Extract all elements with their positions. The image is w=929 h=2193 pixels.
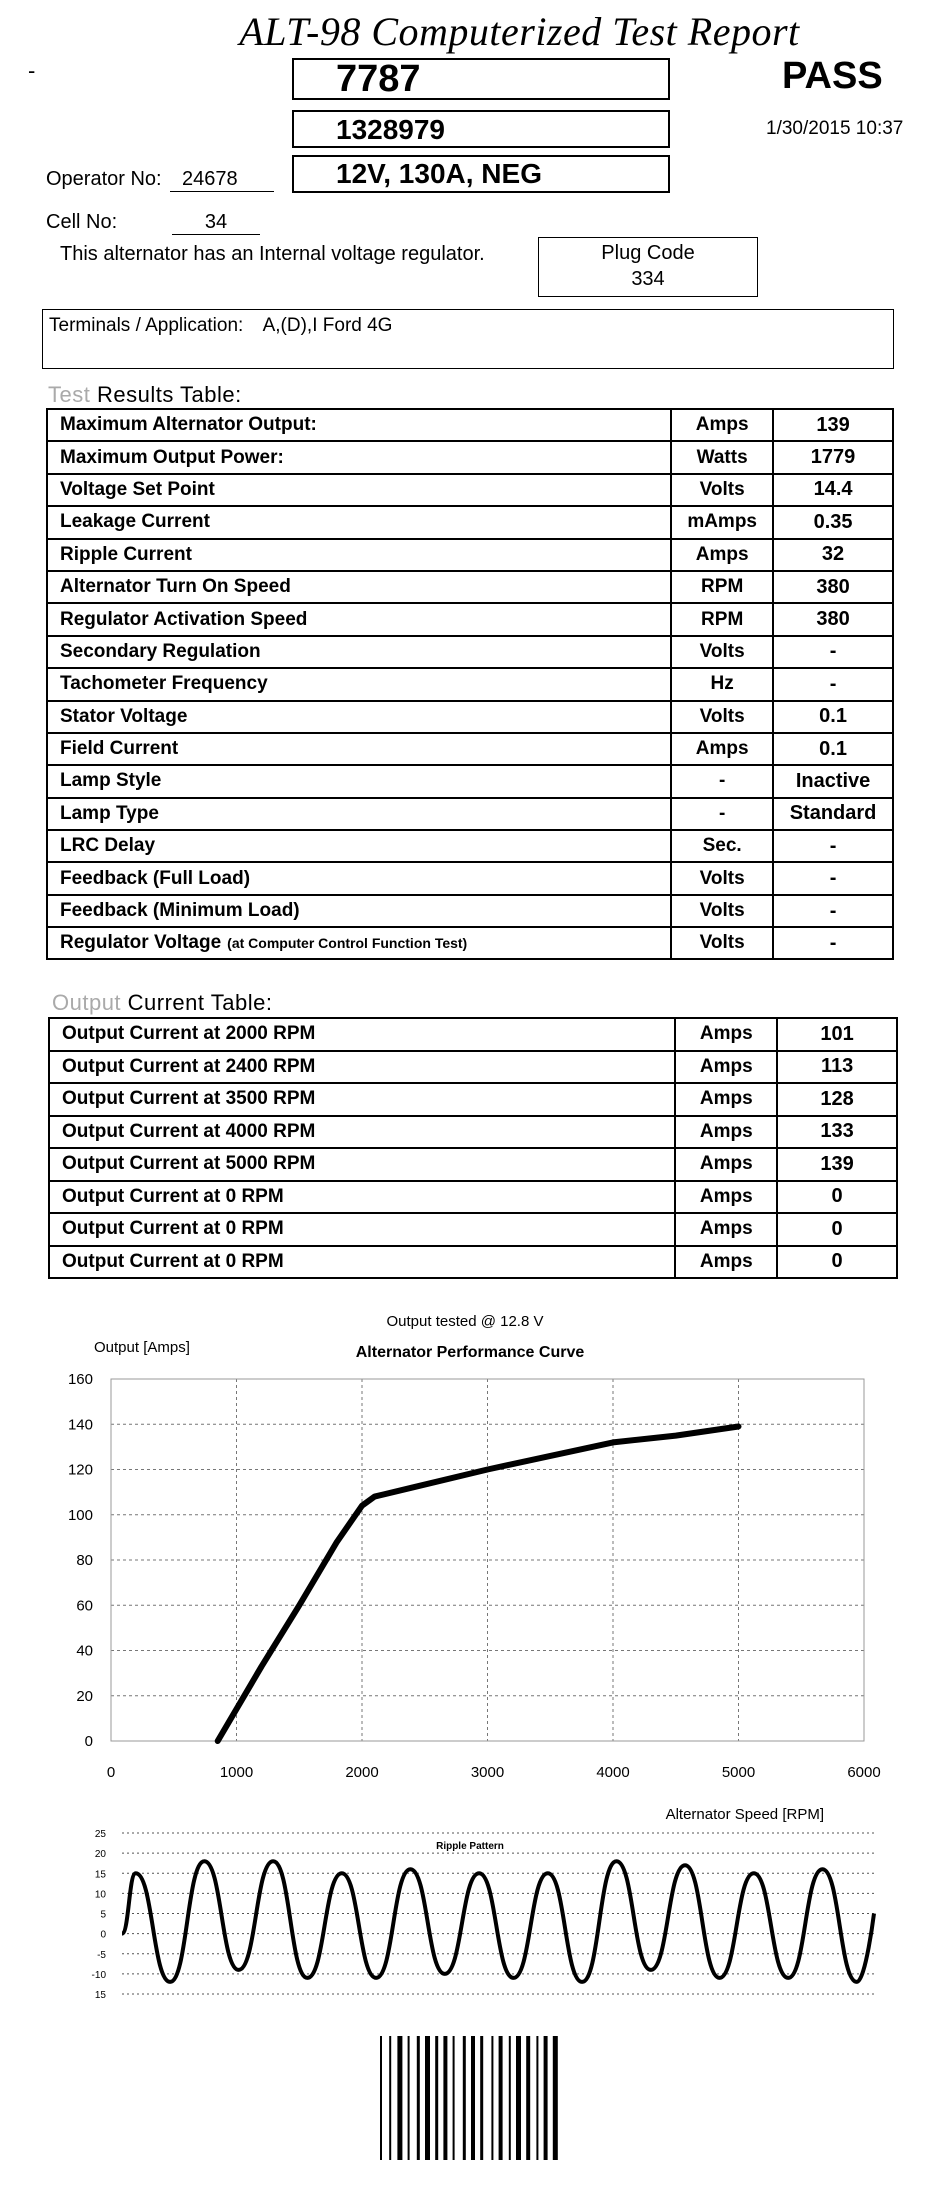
barcode-bar bbox=[397, 2036, 402, 2160]
result-label: Maximum Alternator Output: bbox=[47, 409, 671, 441]
result-row bbox=[47, 927, 893, 959]
result-row bbox=[47, 441, 893, 473]
output-row bbox=[49, 1018, 897, 1051]
result-label: Voltage Set Point bbox=[47, 474, 671, 506]
output-unit: Amps bbox=[675, 1051, 777, 1084]
dash-mark: - bbox=[28, 58, 36, 83]
result-row bbox=[47, 701, 893, 733]
result-unit: Amps bbox=[671, 409, 773, 441]
output-value: 0 bbox=[777, 1181, 897, 1214]
output-unit: Amps bbox=[675, 1213, 777, 1246]
plug-code-label: Plug Code bbox=[601, 242, 695, 264]
x-tick-label: 2000 bbox=[345, 1764, 379, 1781]
ripple-wave-line bbox=[122, 1861, 874, 1982]
output-table-title: Output Current Table: bbox=[52, 990, 273, 1015]
results-table bbox=[46, 408, 894, 960]
chart-subtitle: Output tested @ 12.8 V bbox=[386, 1313, 544, 1330]
ripple-y-tick-label: 0 bbox=[100, 1929, 106, 1941]
result-label: Lamp Type bbox=[47, 798, 671, 830]
result-row bbox=[47, 474, 893, 506]
result-unit: - bbox=[671, 765, 773, 797]
x-tick-label: 0 bbox=[106, 1764, 116, 1781]
result-value: 380 bbox=[773, 571, 893, 603]
ripple-y-tick-label: -10 bbox=[91, 1969, 106, 1981]
unit-number-box: 7787 bbox=[292, 58, 670, 100]
y-tick-label: 20 bbox=[76, 1687, 93, 1705]
result-label: Feedback (Full Load) bbox=[47, 862, 671, 894]
result-unit: Volts bbox=[671, 636, 773, 668]
result-value: 32 bbox=[773, 539, 893, 571]
output-label: Output Current at 2400 RPM bbox=[49, 1051, 675, 1084]
x-tick-label: 4000 bbox=[596, 1764, 630, 1781]
result-label: Ripple Current bbox=[47, 539, 671, 571]
barcode-bar bbox=[553, 2036, 558, 2160]
barcode-bar bbox=[526, 2036, 530, 2160]
output-label: Output Current at 5000 RPM bbox=[49, 1148, 675, 1181]
result-row bbox=[47, 798, 893, 830]
result-value: 14.4 bbox=[773, 474, 893, 506]
ripple-y-tick-label: -5 bbox=[97, 1949, 106, 1961]
output-row bbox=[49, 1148, 897, 1181]
result-unit: Hz bbox=[671, 668, 773, 700]
result-value: - bbox=[773, 895, 893, 927]
cell-value: 34 bbox=[172, 211, 260, 235]
barcode-bar bbox=[491, 2036, 493, 2160]
result-value: Standard bbox=[773, 798, 893, 830]
operator-label: Operator No: bbox=[46, 168, 162, 190]
output-value: 139 bbox=[777, 1148, 897, 1181]
terminals-label: Terminals / Application: bbox=[49, 315, 244, 336]
result-row bbox=[47, 862, 893, 894]
result-unit: RPM bbox=[671, 603, 773, 635]
ripple-y-tick-label: 15 bbox=[94, 1990, 106, 2001]
operator-value: 24678 bbox=[170, 168, 274, 192]
barcode-bar bbox=[471, 2036, 475, 2160]
result-row bbox=[47, 571, 893, 603]
terminals-box bbox=[42, 309, 894, 369]
y-tick-label: 60 bbox=[76, 1597, 93, 1615]
result-value: 0.35 bbox=[773, 506, 893, 538]
result-label: Maximum Output Power: bbox=[47, 441, 671, 473]
result-value: 0.1 bbox=[773, 701, 893, 733]
output-value: 0 bbox=[777, 1246, 897, 1279]
output-label: Output Current at 0 RPM bbox=[49, 1213, 675, 1246]
x-tick-label: 3000 bbox=[470, 1764, 505, 1781]
ripple-y-tick-label: 10 bbox=[94, 1889, 106, 1901]
plug-code-box bbox=[538, 237, 758, 297]
barcode-bar bbox=[380, 2036, 382, 2160]
result-value: - bbox=[773, 862, 893, 894]
y-tick-label: 160 bbox=[67, 1371, 93, 1388]
result-unit: Volts bbox=[671, 927, 773, 959]
ripple-y-tick-label: 5 bbox=[100, 1909, 106, 1921]
result-row bbox=[47, 539, 893, 571]
x-tick-label: 6000 bbox=[847, 1764, 881, 1781]
result-row bbox=[47, 603, 893, 635]
result-unit: RPM bbox=[671, 571, 773, 603]
charts-area bbox=[0, 1300, 929, 2020]
terminals-value: A,(D),I Ford 4G bbox=[262, 315, 393, 336]
output-unit: Amps bbox=[675, 1083, 777, 1116]
output-label: Output Current at 0 RPM bbox=[49, 1181, 675, 1214]
result-unit: Sec. bbox=[671, 830, 773, 862]
barcode-bar bbox=[499, 2036, 503, 2160]
result-label: Alternator Turn On Speed bbox=[47, 571, 671, 603]
plug-code-value: 334 bbox=[631, 268, 665, 290]
result-value: 0.1 bbox=[773, 733, 893, 765]
output-row bbox=[49, 1213, 897, 1246]
regulator-voltage-note: (at Computer Control Function Test) bbox=[227, 935, 468, 952]
barcode-bar bbox=[480, 2036, 483, 2160]
result-row bbox=[47, 506, 893, 538]
result-label: Regulator Activation Speed bbox=[47, 603, 671, 635]
barcode-bar bbox=[509, 2036, 511, 2160]
barcode-bar bbox=[443, 2036, 447, 2160]
result-label: Lamp Style bbox=[47, 765, 671, 797]
x-axis-label: Alternator Speed [RPM] bbox=[665, 1806, 824, 1823]
output-unit: Amps bbox=[675, 1148, 777, 1181]
specs-box: 12V, 130A, NEG bbox=[292, 155, 670, 193]
result-label: Feedback (Minimum Load) bbox=[47, 895, 671, 927]
result-label: Tachometer Frequency bbox=[47, 668, 671, 700]
barcode-bar bbox=[453, 2036, 455, 2160]
barcode-bar bbox=[536, 2036, 538, 2160]
test-datetime: 1/30/2015 10:37 bbox=[766, 118, 904, 139]
result-value: - bbox=[773, 927, 893, 959]
result-label: Stator Voltage bbox=[47, 701, 671, 733]
barcode-bar bbox=[463, 2036, 466, 2160]
result-unit: Volts bbox=[671, 862, 773, 894]
ripple-y-tick-label: 15 bbox=[94, 1869, 106, 1881]
result-label: LRC Delay bbox=[47, 830, 671, 862]
y-tick-label: 100 bbox=[67, 1506, 93, 1524]
regulator-voltage-label: Regulator Voltage bbox=[60, 932, 222, 954]
output-label: Output Current at 0 RPM bbox=[49, 1246, 675, 1279]
output-value: 0 bbox=[777, 1213, 897, 1246]
y-tick-label: 80 bbox=[76, 1552, 93, 1569]
result-label: Leakage Current bbox=[47, 506, 671, 538]
chart-title: Alternator Performance Curve bbox=[355, 1344, 585, 1361]
barcode-bar bbox=[425, 2036, 430, 2160]
output-value: 128 bbox=[777, 1083, 897, 1116]
report-title: ALT-98 Computerized Test Report bbox=[239, 9, 800, 54]
results-table-title: Test Results Table: bbox=[48, 382, 242, 407]
result-value: 380 bbox=[773, 603, 893, 635]
y-tick-label: 120 bbox=[67, 1461, 93, 1479]
result-row bbox=[47, 765, 893, 797]
barcode-bar bbox=[435, 2036, 438, 2160]
result-row bbox=[47, 668, 893, 700]
result-value: 139 bbox=[773, 409, 893, 441]
regulator-text: This alternator has an Internal voltage regulator. bbox=[60, 243, 485, 265]
result-label: Field Current bbox=[47, 733, 671, 765]
ripple-y-tick-label: 20 bbox=[94, 1849, 106, 1861]
x-tick-label: 1000 bbox=[219, 1764, 254, 1781]
barcode bbox=[378, 2036, 624, 2160]
part-number-box: 1328979 bbox=[292, 110, 670, 148]
output-unit: Amps bbox=[675, 1018, 777, 1051]
result-value: 1779 bbox=[773, 441, 893, 473]
result-value: Inactive bbox=[773, 765, 893, 797]
barcode-bar bbox=[408, 2036, 410, 2160]
barcode-bar bbox=[544, 2036, 548, 2160]
result-row bbox=[47, 733, 893, 765]
y-axis-label: Output [Amps] bbox=[94, 1339, 190, 1356]
result-value: - bbox=[773, 636, 893, 668]
result-value: - bbox=[773, 668, 893, 700]
output-value: 133 bbox=[777, 1116, 897, 1149]
result-unit: mAmps bbox=[671, 506, 773, 538]
result-unit: - bbox=[671, 798, 773, 830]
performance-curve-line bbox=[218, 1427, 739, 1742]
result-row bbox=[47, 895, 893, 927]
result-value: - bbox=[773, 830, 893, 862]
ripple-y-tick-label: 25 bbox=[94, 1829, 106, 1840]
result-unit: Volts bbox=[671, 474, 773, 506]
output-label: Output Current at 2000 RPM bbox=[49, 1018, 675, 1051]
x-tick-label: 5000 bbox=[721, 1764, 756, 1781]
barcode-bar bbox=[389, 2036, 391, 2160]
output-label: Output Current at 3500 RPM bbox=[49, 1083, 675, 1116]
barcode-bar bbox=[516, 2036, 521, 2160]
output-unit: Amps bbox=[675, 1246, 777, 1279]
result-label: Secondary Regulation bbox=[47, 636, 671, 668]
output-row bbox=[49, 1116, 897, 1149]
result-unit: Amps bbox=[671, 733, 773, 765]
output-table bbox=[48, 1017, 898, 1279]
ripple-title: Ripple Pattern bbox=[436, 1841, 504, 1852]
output-row bbox=[49, 1083, 897, 1116]
cell-label: Cell No: bbox=[46, 211, 118, 233]
result-unit: Volts bbox=[671, 701, 773, 733]
result-row bbox=[47, 830, 893, 862]
output-value: 113 bbox=[777, 1051, 897, 1084]
y-tick-label: 40 bbox=[76, 1642, 93, 1660]
output-row bbox=[49, 1246, 897, 1279]
y-tick-label: 140 bbox=[67, 1416, 93, 1434]
output-unit: Amps bbox=[675, 1181, 777, 1214]
result-row bbox=[47, 636, 893, 668]
output-value: 101 bbox=[777, 1018, 897, 1051]
output-row bbox=[49, 1181, 897, 1214]
result-label bbox=[47, 927, 671, 959]
result-unit: Watts bbox=[671, 441, 773, 473]
output-unit: Amps bbox=[675, 1116, 777, 1149]
output-row bbox=[49, 1051, 897, 1084]
result-unit: Amps bbox=[671, 539, 773, 571]
result-unit: Volts bbox=[671, 895, 773, 927]
result-row bbox=[47, 409, 893, 441]
barcode-bar bbox=[417, 2036, 420, 2160]
result-status: PASS bbox=[782, 55, 883, 97]
y-tick-label: 0 bbox=[84, 1733, 93, 1750]
output-label: Output Current at 4000 RPM bbox=[49, 1116, 675, 1149]
